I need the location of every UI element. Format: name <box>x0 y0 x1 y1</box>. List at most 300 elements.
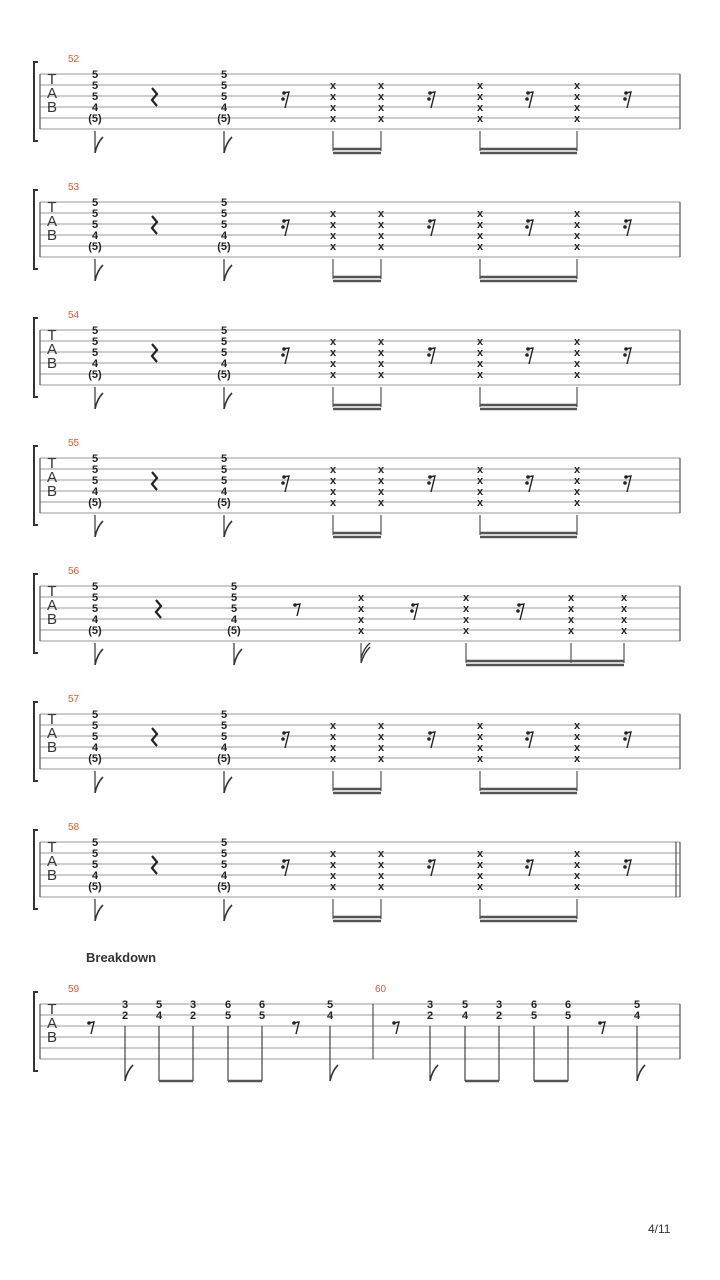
system-57-fret: 4 <box>220 742 228 754</box>
system-57-mute: x <box>476 731 484 743</box>
system-56-fret: 5 <box>230 603 238 615</box>
system-57-fret: 4 <box>91 742 99 754</box>
system-58-fret: 5 <box>91 848 99 860</box>
breakdown-fret: 2 <box>189 1010 197 1022</box>
system-58-quarter-rest <box>152 856 157 874</box>
system-52-mute: x <box>377 91 385 103</box>
system-53-fret: 5 <box>220 219 228 231</box>
breakdown-tab-letter: T <box>47 1001 57 1018</box>
system-54-mute: x <box>329 369 337 381</box>
system-53-mute: x <box>377 219 385 231</box>
system-53-rest-dot <box>623 225 627 229</box>
system-56-tab-letter: T <box>47 583 57 600</box>
system-54-rest-dot <box>623 353 627 357</box>
breakdown-system-bracket <box>34 992 38 1071</box>
system-53-fret: 5 <box>220 197 228 209</box>
system-56-mute: x <box>357 625 365 637</box>
system-55-rest-dot <box>281 481 285 485</box>
system-57-mute: x <box>573 742 581 754</box>
system-58-mute: x <box>329 848 337 860</box>
system-54-tab-letter: T <box>47 327 57 344</box>
system-58-mute: x <box>377 881 385 893</box>
system-58-mute: x <box>377 870 385 882</box>
system-57-mute: x <box>573 731 581 743</box>
system-54-mute: x <box>573 336 581 348</box>
system-58-mute: x <box>476 870 484 882</box>
system-54-mute: x <box>377 358 385 370</box>
system-58-flag <box>224 905 232 921</box>
system-56-rest-dot <box>410 609 414 613</box>
system-52-rest-dot <box>525 97 529 101</box>
system-56-mute: x <box>462 603 470 615</box>
breakdown-fret: 5 <box>155 999 163 1011</box>
breakdown-fret: 4 <box>155 1010 163 1022</box>
system-52-fret: 5 <box>91 80 99 92</box>
system-52-flag <box>95 137 103 153</box>
system-54-mute: x <box>573 369 581 381</box>
system-58-fret: 4 <box>220 870 228 882</box>
system-57-mute: x <box>377 731 385 743</box>
system-57-rest-dot <box>427 737 431 741</box>
system-53-flag <box>95 265 103 281</box>
system-57-mute: x <box>329 753 337 765</box>
system-52-mute: x <box>329 91 337 103</box>
system-55-rest-dot <box>427 481 431 485</box>
system-54-mute: x <box>329 358 337 370</box>
system-55-mute: x <box>476 497 484 509</box>
system-56-mute: x <box>620 625 628 637</box>
system-54-mute: x <box>377 347 385 359</box>
system-58-mute: x <box>573 848 581 860</box>
system-58-fret: 4 <box>91 870 99 882</box>
system-55-fret: (5) <box>217 497 231 509</box>
system-56-fret: (5) <box>227 625 241 637</box>
system-58-mute: x <box>329 870 337 882</box>
system-54-fret: 5 <box>220 325 228 337</box>
system-53-mute: x <box>329 241 337 253</box>
system-53-mute: x <box>573 219 581 231</box>
breakdown-flag <box>637 1065 645 1081</box>
system-56-fret: 5 <box>91 592 99 604</box>
system-53-mute: x <box>476 208 484 220</box>
system-56-measure-number: 56 <box>68 566 80 577</box>
system-56-mute: x <box>462 614 470 626</box>
breakdown-fret: 6 <box>224 999 232 1011</box>
system-53-mute: x <box>573 230 581 242</box>
system-57-tab-letter: T <box>47 711 57 728</box>
system-58-mute: x <box>476 848 484 860</box>
system-52-mute: x <box>377 113 385 125</box>
system-52-mute: x <box>476 113 484 125</box>
system-58-fret: (5) <box>88 881 102 893</box>
system-52-mute: x <box>377 102 385 114</box>
breakdown-fret: 4 <box>326 1010 334 1022</box>
system-57-fret: 5 <box>220 731 228 743</box>
system-55-tab-letter: T <box>47 455 57 472</box>
system-58-mute: x <box>476 859 484 871</box>
page-number: 4/11 <box>648 1222 671 1236</box>
system-57-fret: (5) <box>88 753 102 765</box>
system-54-fret: 5 <box>91 325 99 337</box>
system-55-tab-letter: B <box>46 483 58 500</box>
system-56-tab-letter: B <box>46 611 58 628</box>
system-58-system-bracket <box>34 830 38 909</box>
breakdown-fret: 3 <box>121 999 129 1011</box>
system-57-rest-dot <box>281 737 285 741</box>
system-54-mute: x <box>476 347 484 359</box>
system-57-fret: 5 <box>91 709 99 721</box>
system-55-fret: 4 <box>91 486 99 498</box>
breakdown-fret: 4 <box>633 1010 641 1022</box>
system-53-tab-letter: B <box>46 227 58 244</box>
breakdown-fret: 6 <box>564 999 572 1011</box>
system-57-mute: x <box>573 753 581 765</box>
system-52-rest-dot <box>281 97 285 101</box>
system-55-mute: x <box>476 464 484 476</box>
system-56-fret: 4 <box>230 614 238 626</box>
system-52-mute: x <box>573 113 581 125</box>
system-57-mute: x <box>476 753 484 765</box>
system-57-tab-letter: A <box>46 725 58 742</box>
breakdown-fret: 5 <box>564 1010 572 1022</box>
system-57-flag <box>224 777 232 793</box>
system-58-mute: x <box>377 859 385 871</box>
breakdown-fret: 5 <box>633 999 641 1011</box>
system-58-tab-letter: T <box>47 839 57 856</box>
system-58-fret: 5 <box>91 859 99 871</box>
system-55-mute: x <box>573 464 581 476</box>
system-55-mute: x <box>329 497 337 509</box>
system-56-mute: x <box>357 603 365 615</box>
system-52-mute: x <box>476 102 484 114</box>
system-52-fret: 5 <box>220 69 228 81</box>
system-55-tab-letter: A <box>46 469 58 486</box>
system-52-flag <box>224 137 232 153</box>
system-52-quarter-rest <box>152 88 157 106</box>
breakdown-measure-number: 60 <box>375 984 387 995</box>
system-57-mute: x <box>573 720 581 732</box>
system-53-mute: x <box>573 241 581 253</box>
system-53-fret: (5) <box>88 241 102 253</box>
system-54-system-bracket <box>34 318 38 397</box>
system-55-mute: x <box>377 497 385 509</box>
system-53-quarter-rest <box>152 216 157 234</box>
system-53-tab-letter: A <box>46 213 58 230</box>
breakdown-flag <box>125 1065 133 1081</box>
system-54-mute: x <box>476 369 484 381</box>
system-55-mute: x <box>573 497 581 509</box>
system-56-system-bracket <box>34 574 38 653</box>
system-56-mute: x <box>567 614 575 626</box>
system-54-mute: x <box>573 347 581 359</box>
breakdown-fret: 5 <box>461 999 469 1011</box>
system-52-mute: x <box>476 80 484 92</box>
system-57-mute: x <box>377 720 385 732</box>
system-56-tab-letter: A <box>46 597 58 614</box>
system-53-mute: x <box>377 208 385 220</box>
breakdown-fret: 6 <box>530 999 538 1011</box>
system-54-flag <box>95 393 103 409</box>
system-55-system-bracket <box>34 446 38 525</box>
system-52-fret: 5 <box>220 91 228 103</box>
system-58-tab-letter: A <box>46 853 58 870</box>
breakdown-fret: 2 <box>121 1010 129 1022</box>
system-56-fret: 5 <box>91 581 99 593</box>
system-54-tab-letter: B <box>46 355 58 372</box>
system-58-rest-dot <box>623 865 627 869</box>
system-58-fret: (5) <box>217 881 231 893</box>
breakdown-flag <box>330 1065 338 1081</box>
system-57-fret: 5 <box>220 720 228 732</box>
system-54-fret: 4 <box>91 358 99 370</box>
system-56-fret: 5 <box>230 581 238 593</box>
system-57-fret: 5 <box>220 709 228 721</box>
system-52-fret: (5) <box>217 113 231 125</box>
system-52-tab-letter: A <box>46 85 58 102</box>
system-52-mute: x <box>329 102 337 114</box>
system-56-mute: x <box>567 603 575 615</box>
system-53-mute: x <box>573 208 581 220</box>
system-55-mute: x <box>329 486 337 498</box>
system-52-rest-dot <box>427 97 431 101</box>
system-57-system-bracket <box>34 702 38 781</box>
breakdown-fret: 3 <box>426 999 434 1011</box>
system-55-fret: 5 <box>220 464 228 476</box>
system-57-mute: x <box>329 742 337 754</box>
system-53-rest-dot <box>525 225 529 229</box>
system-53-mute: x <box>476 241 484 253</box>
system-52-mute: x <box>476 91 484 103</box>
system-54-measure-number: 54 <box>68 310 80 321</box>
system-54-fret: (5) <box>217 369 231 381</box>
system-54-mute: x <box>329 336 337 348</box>
system-52-rest-dot <box>623 97 627 101</box>
system-56-mute: x <box>620 614 628 626</box>
system-54-mute: x <box>573 358 581 370</box>
system-56-flag <box>95 649 103 665</box>
breakdown-flag <box>430 1065 438 1081</box>
system-57-mute: x <box>377 753 385 765</box>
system-55-fret: 5 <box>91 464 99 476</box>
breakdown-fret: 5 <box>326 999 334 1011</box>
system-52-tab-letter: T <box>47 71 57 88</box>
system-55-mute: x <box>573 486 581 498</box>
system-55-mute: x <box>573 475 581 487</box>
system-55-flag <box>224 521 232 537</box>
system-56-mute: x <box>620 592 628 604</box>
system-57-mute: x <box>476 742 484 754</box>
system-53-fret: 4 <box>91 230 99 242</box>
system-52-measure-number: 52 <box>68 54 80 65</box>
breakdown-fret: 5 <box>530 1010 538 1022</box>
system-53-fret: 4 <box>220 230 228 242</box>
system-58-fret: 5 <box>220 859 228 871</box>
system-56-quarter-rest <box>156 600 161 618</box>
system-52-fret: 5 <box>91 69 99 81</box>
system-52-tab-letter: B <box>46 99 58 116</box>
system-53-fret: 5 <box>91 208 99 220</box>
system-55-fret: 5 <box>91 475 99 487</box>
system-54-mute: x <box>377 369 385 381</box>
system-52-mute: x <box>377 80 385 92</box>
system-53-mute: x <box>377 241 385 253</box>
breakdown-fret: 3 <box>189 999 197 1011</box>
system-52-fret: 5 <box>220 80 228 92</box>
system-52-mute: x <box>573 91 581 103</box>
system-55-flag <box>95 521 103 537</box>
system-55-mute: x <box>377 464 385 476</box>
system-57-measure-number: 57 <box>68 694 80 705</box>
system-52-mute: x <box>329 113 337 125</box>
system-53-measure-number: 53 <box>68 182 80 193</box>
system-58-mute: x <box>573 870 581 882</box>
system-54-fret: 5 <box>220 347 228 359</box>
system-58-rest-dot <box>281 865 285 869</box>
breakdown-fret: 6 <box>258 999 266 1011</box>
system-54-tab-letter: A <box>46 341 58 358</box>
system-58-flag <box>95 905 103 921</box>
system-52-mute: x <box>573 80 581 92</box>
system-53-mute: x <box>377 230 385 242</box>
system-55-mute: x <box>476 486 484 498</box>
system-57-rest-dot <box>623 737 627 741</box>
system-55-mute: x <box>329 464 337 476</box>
system-55-mute: x <box>377 486 385 498</box>
system-53-mute: x <box>329 230 337 242</box>
system-54-fret: 5 <box>91 336 99 348</box>
system-58-fret: 5 <box>220 848 228 860</box>
system-56-fret: 4 <box>91 614 99 626</box>
section-label-breakdown: Breakdown <box>86 950 157 965</box>
system-53-fret: 5 <box>220 208 228 220</box>
system-53-tab-letter: T <box>47 199 57 216</box>
system-55-rest-dot <box>623 481 627 485</box>
system-55-mute: x <box>329 475 337 487</box>
system-52-system-bracket <box>34 62 38 141</box>
system-54-mute: x <box>476 358 484 370</box>
system-52-mute: x <box>329 80 337 92</box>
system-55-fret: 5 <box>91 453 99 465</box>
system-57-fret: 5 <box>91 720 99 732</box>
system-55-mute: x <box>476 475 484 487</box>
system-57-rest-dot <box>525 737 529 741</box>
system-56-mute: x <box>462 625 470 637</box>
system-56-flag <box>234 649 242 665</box>
system-56-mute: x <box>620 603 628 615</box>
system-58-mute: x <box>329 859 337 871</box>
system-57-mute: x <box>476 720 484 732</box>
system-53-rest-dot <box>281 225 285 229</box>
system-58-rest-dot <box>525 865 529 869</box>
breakdown-fret: 2 <box>426 1010 434 1022</box>
system-58-tab-letter: B <box>46 867 58 884</box>
system-52-fret: 5 <box>91 91 99 103</box>
system-58-mute: x <box>329 881 337 893</box>
system-53-fret: (5) <box>217 241 231 253</box>
system-52-fret: 4 <box>91 102 99 114</box>
system-55-fret: 5 <box>220 475 228 487</box>
system-56-flag <box>361 643 370 658</box>
system-56-fret: (5) <box>88 625 102 637</box>
system-54-rest-dot <box>427 353 431 357</box>
system-58-measure-number: 58 <box>68 822 80 833</box>
system-52-mute: x <box>573 102 581 114</box>
system-57-mute: x <box>377 742 385 754</box>
system-54-mute: x <box>329 347 337 359</box>
breakdown-fret: 3 <box>495 999 503 1011</box>
system-55-quarter-rest <box>152 472 157 490</box>
system-53-fret: 5 <box>91 219 99 231</box>
system-56-mute: x <box>462 592 470 604</box>
system-58-mute: x <box>476 881 484 893</box>
system-54-mute: x <box>377 336 385 348</box>
system-53-rest-dot <box>427 225 431 229</box>
system-56-fret: 5 <box>230 592 238 604</box>
system-58-fret: 5 <box>91 837 99 849</box>
system-52-fret: 4 <box>220 102 228 114</box>
system-53-flag <box>224 265 232 281</box>
system-54-fret: (5) <box>88 369 102 381</box>
system-52-fret: (5) <box>88 113 102 125</box>
system-55-fret: 4 <box>220 486 228 498</box>
system-58-mute: x <box>573 859 581 871</box>
breakdown-measure-number: 59 <box>68 984 80 995</box>
system-58-mute: x <box>377 848 385 860</box>
system-57-quarter-rest <box>152 728 157 746</box>
system-58-fret: 5 <box>220 837 228 849</box>
system-56-fret: 5 <box>91 603 99 615</box>
breakdown-tab-letter: B <box>46 1029 58 1046</box>
system-57-flag <box>95 777 103 793</box>
system-57-tab-letter: B <box>46 739 58 756</box>
system-57-mute: x <box>329 731 337 743</box>
system-56-mute: x <box>567 625 575 637</box>
system-53-system-bracket <box>34 190 38 269</box>
system-57-mute: x <box>329 720 337 732</box>
system-56-mute: x <box>357 592 365 604</box>
system-56-mute: x <box>357 614 365 626</box>
system-55-fret: (5) <box>88 497 102 509</box>
system-54-quarter-rest <box>152 344 157 362</box>
system-54-fret: 4 <box>220 358 228 370</box>
system-56-mute: x <box>567 592 575 604</box>
system-57-fret: (5) <box>217 753 231 765</box>
system-55-mute: x <box>377 475 385 487</box>
breakdown-tab-letter: A <box>46 1015 58 1032</box>
system-53-mute: x <box>329 219 337 231</box>
system-58-rest-dot <box>427 865 431 869</box>
system-54-rest-dot <box>525 353 529 357</box>
system-54-mute: x <box>476 336 484 348</box>
system-54-fret: 5 <box>91 347 99 359</box>
breakdown-fret: 2 <box>495 1010 503 1022</box>
system-55-fret: 5 <box>220 453 228 465</box>
system-54-flag <box>224 393 232 409</box>
system-53-mute: x <box>476 219 484 231</box>
system-54-rest-dot <box>281 353 285 357</box>
system-56-rest-dot <box>516 609 520 613</box>
system-54-fret: 5 <box>220 336 228 348</box>
system-53-fret: 5 <box>91 197 99 209</box>
breakdown-fret: 4 <box>461 1010 469 1022</box>
system-53-mute: x <box>476 230 484 242</box>
system-55-rest-dot <box>525 481 529 485</box>
breakdown-fret: 5 <box>258 1010 266 1022</box>
breakdown-fret: 5 <box>224 1010 232 1022</box>
system-58-mute: x <box>573 881 581 893</box>
system-57-fret: 5 <box>91 731 99 743</box>
system-55-measure-number: 55 <box>68 438 80 449</box>
